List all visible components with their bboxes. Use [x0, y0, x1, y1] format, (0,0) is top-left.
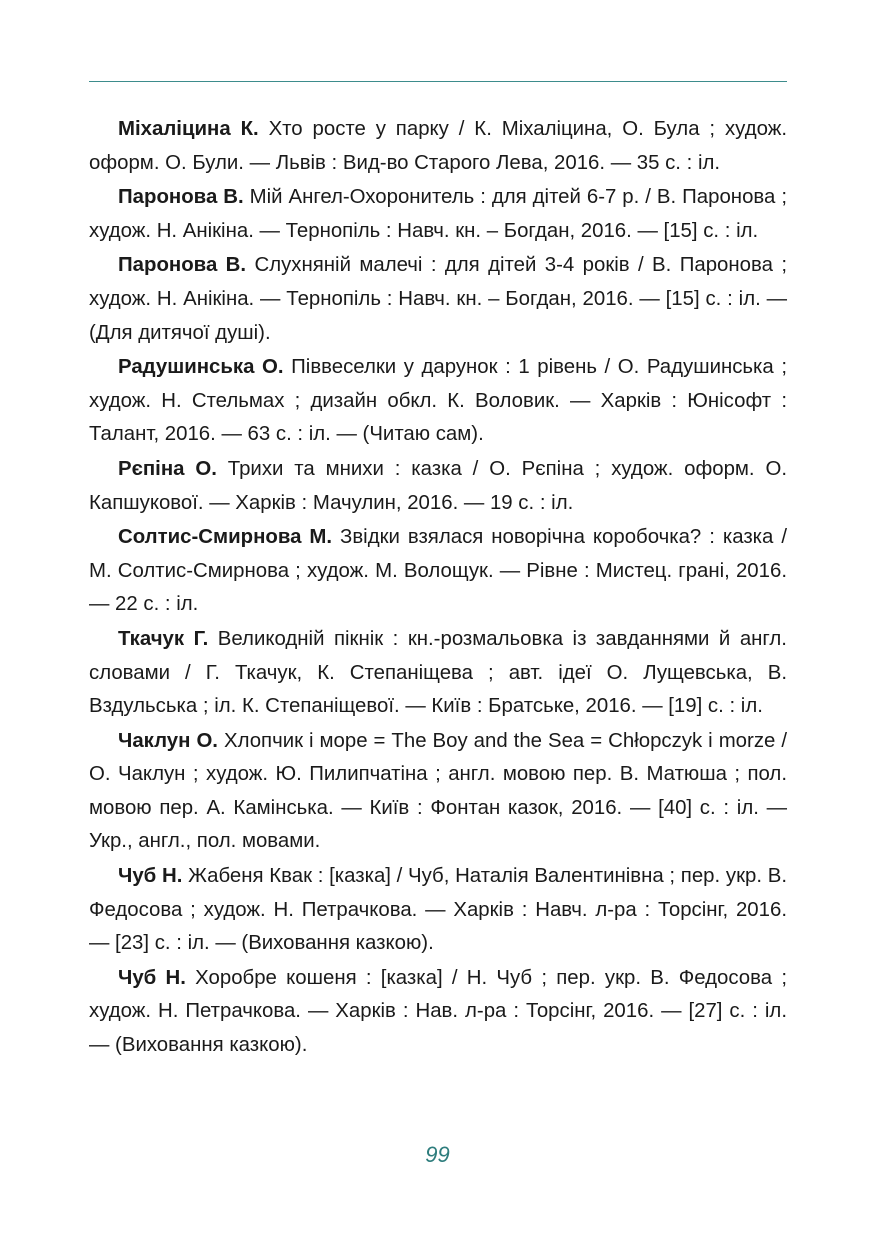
- bibliography-entry: [89, 623, 787, 724]
- entry-description: Хоробре кошеня : [казка] / Н. Чуб ; пер. укр. В. Федосова ; худож. Н. Петрачкова. — Харків : Нав. л-ра : Торсінг, 2016. — [27] с. : іл. — (Виховання казкою).: [89, 966, 787, 1057]
- entry-description: Звідки взялася новорічна коробочка? : казка / М. Солтис-Смирнова ; худож. М. Волощук. — Рівне : Мистец. грані, 2016. — 22 с. : іл.: [89, 526, 787, 616]
- entry-author: Ткачук Г.: [118, 627, 209, 650]
- bibliography-entry: [89, 351, 787, 452]
- entry-description: Мій Ангел-Охоронитель : для дітей 6-7 р. / В. Паронова ; худож. Н. Анікіна. — Тернопіль : Навч. кн. – Богдан, 2016. — [15] с. : іл.: [89, 186, 787, 242]
- entry-author: Паронова В.: [118, 186, 244, 209]
- bibliography-entry: [89, 521, 787, 622]
- entry-description: Жабеня Квак : [казка] / Чуб, Наталія Валентинівна ; пер. укр. В. Федосова ; худож. Н. Петрачкова. — Харків : Навч. л-ра : Торсінг, 2016. — [23] с. : іл. — (Виховання казкою).: [89, 865, 787, 955]
- entry-description: Хлопчик і море = The Boy and the Sea = Chłopczyk i morze / О. Чаклун ; худож. Ю. Пилипчатіна ; англ. мовою пер. В. Матюша ; пол. мовою пер. А. Камінська. — Київ : Фонтан казок, 2016. — [40] с. : іл. — Укр., англ., пол. мовами.: [89, 729, 787, 853]
- bibliography-entry: [89, 113, 787, 180]
- entry-description: Хто росте у парку / К. Міхаліцина, О. Була ; худож. оформ. О. Були. — Львів : Вид-во Старого Лева, 2016. — 35 с. : іл.: [89, 118, 788, 174]
- header-rule: [89, 81, 787, 82]
- bibliography-entry: [89, 962, 787, 1063]
- bibliography-entry: [89, 860, 787, 961]
- entry-author: Чуб Н.: [118, 966, 186, 989]
- entry-author: Солтис-Смирнова М.: [118, 526, 333, 549]
- entry-author: Радушинська О.: [118, 356, 284, 379]
- entry-author: Чаклун О.: [118, 729, 218, 752]
- entry-description: Великодній пікнік : кн.-розмальовка із завданнями й англ. словами / Г. Ткачук, К. Степаніщева ; авт. ідеї О. Лущевська, В. Вздульська ; іл. К. Степаніщевої. — Київ : Братське, 2016. — [19] с. : іл.: [89, 627, 787, 718]
- entry-description: Трихи та мнихи : казка / О. Рєпіна ; худож. оформ. О. Капшукової. — Харків : Мачулин, 2016. — 19 с. : іл.: [89, 457, 787, 514]
- entry-description: Слухняній малечі : для дітей 3-4 років / В. Паронова ; худож. Н. Анікіна. — Тернопіль : Навч. кн. – Богдан, 2016. — [15] с. : іл. — (Для дитячої душі).: [89, 254, 787, 344]
- bibliography-entry: [89, 453, 787, 520]
- page-number: 99: [425, 1142, 450, 1167]
- entry-author: Рєпіна О.: [118, 457, 217, 480]
- entry-author: Міхаліцина К.: [118, 118, 259, 140]
- entry-author: Чуб Н.: [118, 865, 183, 888]
- entry-description: Піввеселки у дарунок : 1 рівень / О. Радушинська ; худож. Н. Стельмах ; дизайн обкл. К. Воловик. — Харків : Юнісофт : Талант, 2016. — 63 с. : іл. — (Читаю сам).: [89, 356, 787, 446]
- bibliography-entry: [89, 249, 787, 350]
- bibliography-entry: [89, 725, 787, 859]
- bibliography-list: [89, 113, 787, 1064]
- entry-author: Паронова В.: [118, 254, 247, 277]
- bibliography-entry: [89, 181, 787, 248]
